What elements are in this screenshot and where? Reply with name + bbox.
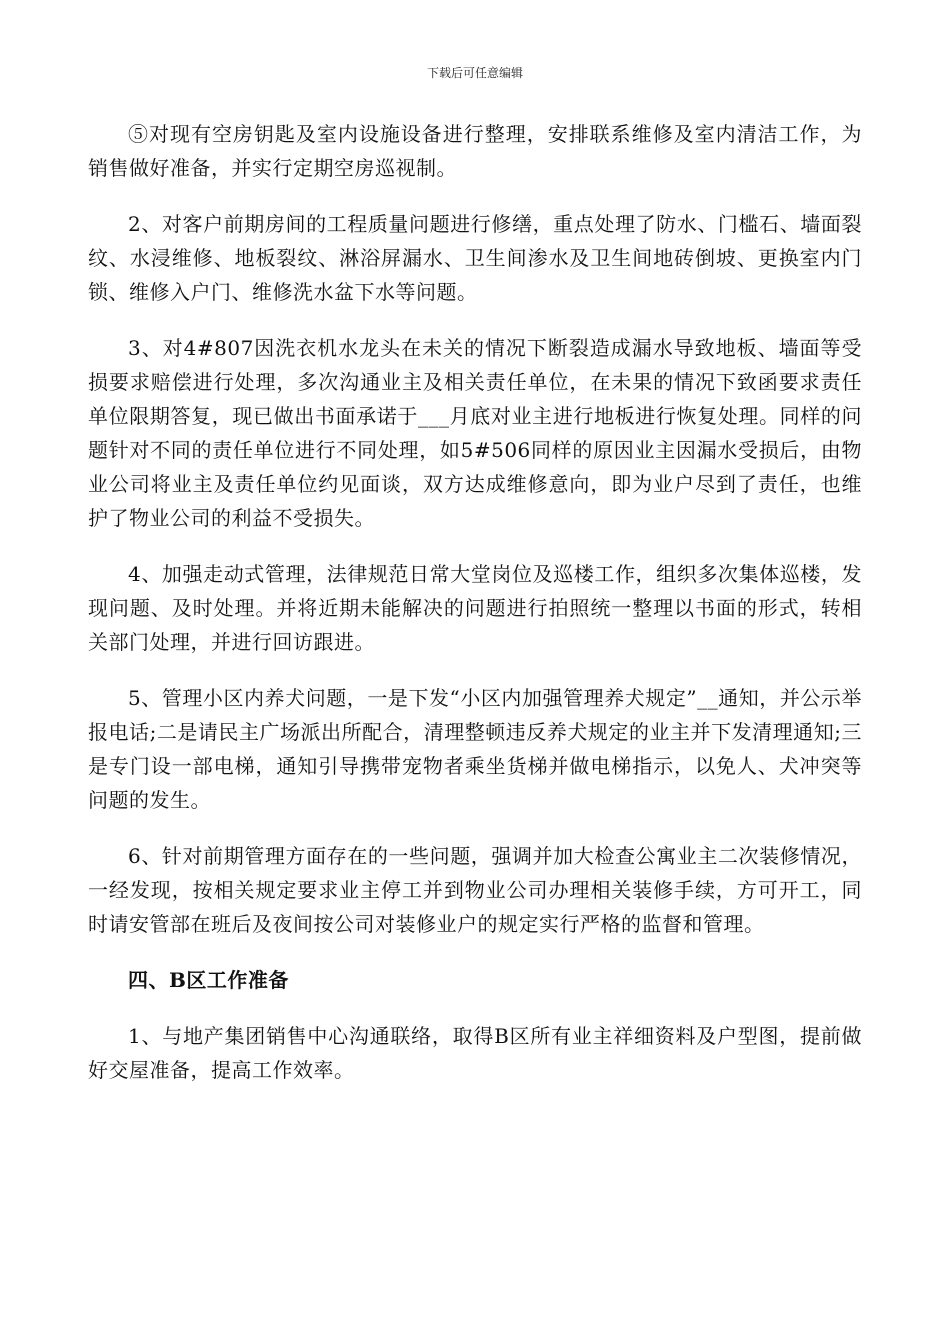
- paragraph-4: 4、加强走动式管理，法律规范日常大堂岗位及巡楼工作，组织多次集体巡楼，发现问题、及时处理。并将近期未能解决的问题进行拍照统一整理以书面的形式，转相关部门处理，并进行回访跟进。: [88, 562, 862, 654]
- page-header: 下载后可任意编辑: [426, 66, 523, 80]
- paragraph-3: 3、对4#807因洗衣机水龙头在未关的情况下断裂造成漏水导致地板、墙面等受损要求赔偿进行处理，多次沟通业主及相关责任单位，在未果的情况下致函要求责任单位限期答复，现已做出书面承诺于___月底对业主进行地板进行恢复处理。同样的问题针对不同的责任单位进行不同处理，如5#506同样的原因业主因漏水受损后，由物业公司将业主及责任单位约见面谈，双方达成维修意向，即为业户尽到了责任，也维护了物业公司的利益不受损失。: [88, 336, 862, 530]
- paragraph-2: 2、对客户前期房间的工程质量问题进行修缮，重点处理了防水、门槛石、墙面裂纹、水浸维修、地板裂纹、淋浴屏漏水、卫生间渗水及卫生间地砖倒坡、更换室内门锁、维修入户门、维修洗水盆下水等问题。: [88, 212, 862, 304]
- paragraph-6: 6、针对前期管理方面存在的一些问题，强调并加大检查公寓业主二次装修情况，一经发现，按相关规定要求业主停工并到物业公司办理相关装修手续，方可开工，同时请安管部在班后及夜间按公司对装修业户的规定实行严格的监督和管理。: [88, 844, 862, 936]
- paragraph-5: 5、管理小区内养犬问题，一是下发“小区内加强管理养犬规定”__通知，并公示举报电话;二是请民主广场派出所配合，清理整顿违反养犬规定的业主并下发清理通知;三是专门设一部电梯，通知引导携带宠物者乘坐货梯并做电梯指示，以免人、犬冲突等问题的发生。: [88, 686, 862, 812]
- document-body: [88, 117, 862, 1109]
- section-heading: 四、B区工作准备: [128, 968, 289, 992]
- paragraph-item-5: ⑤对现有空房钥匙及室内设施设备进行整理，安排联系维修及室内清洁工作，为销售做好准备，并实行定期空房巡视制。: [88, 122, 862, 180]
- section-paragraph-1: 1、与地产集团销售中心沟通联络，取得B区所有业主祥细资料及户型图，提前做好交屋准备，提高工作效率。: [88, 1024, 862, 1082]
